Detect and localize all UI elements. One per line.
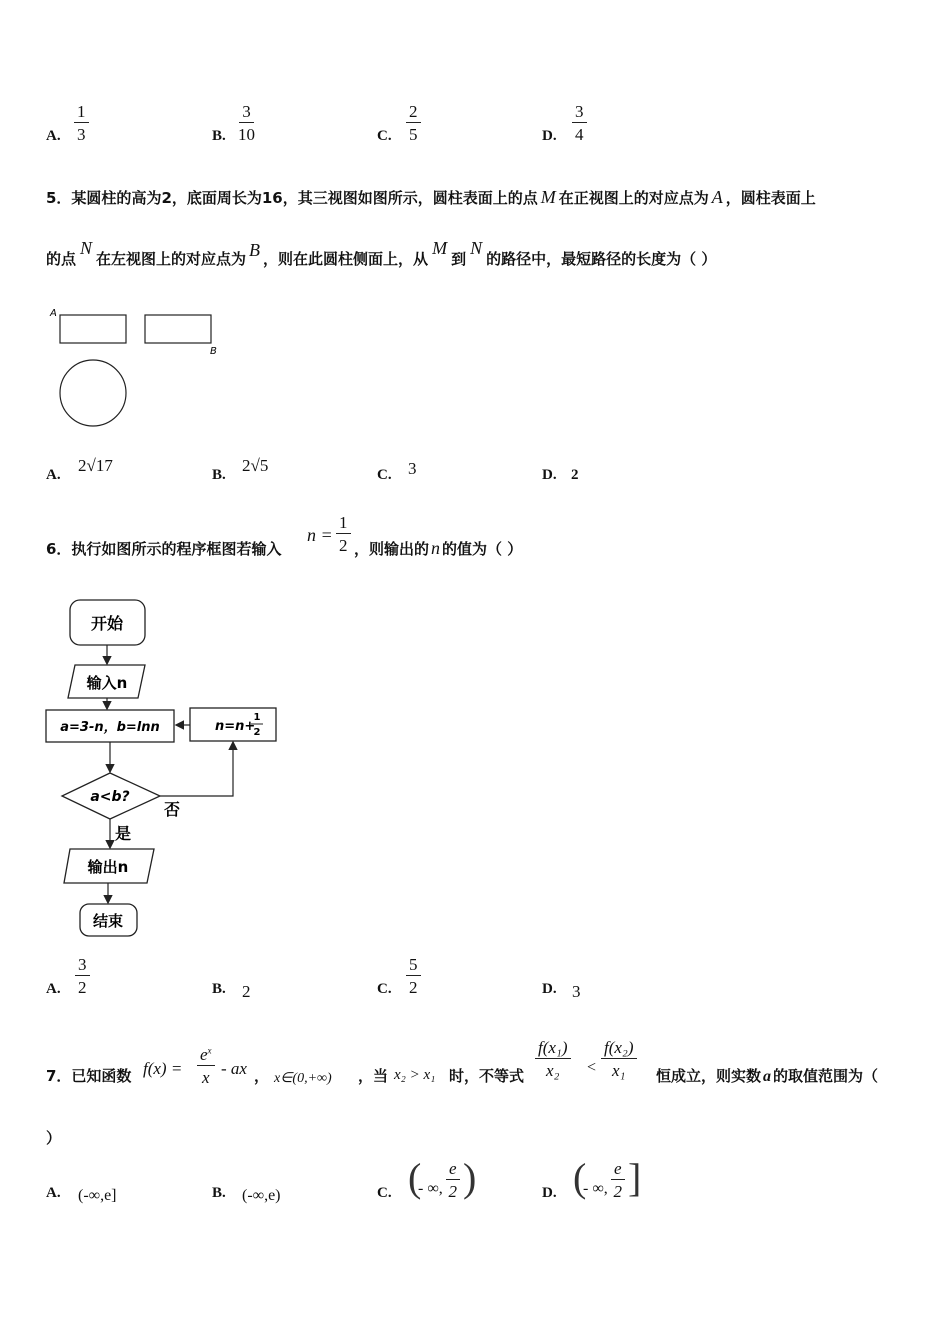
- q7-option-c-right-paren: ): [463, 1155, 477, 1200]
- q7-text-1: 7．已知函数: [46, 1067, 132, 1085]
- q6-option-c-letter: C.: [377, 981, 392, 997]
- q7-option-c-pre: - ∞,: [418, 1180, 443, 1197]
- denominator: 2: [78, 978, 87, 997]
- q6-option-a-letter: A.: [46, 981, 61, 997]
- q5-text-2: 在正视图上的对应点为: [558, 189, 709, 207]
- denominator: 3: [77, 125, 86, 144]
- q5-option-c-value: 3: [408, 459, 417, 478]
- numerator: 3: [75, 956, 90, 976]
- q5-var-a: A: [711, 187, 723, 207]
- q5-option-d-letter: D.: [542, 467, 557, 483]
- q7-comma: ，: [254, 1067, 270, 1085]
- q5-var-m: M: [540, 187, 556, 207]
- q7-domain: x∈(0,+∞): [274, 1071, 332, 1086]
- q7-text-2: ，当: [358, 1067, 389, 1085]
- q6-text-2: ，则输出的: [354, 540, 430, 558]
- q6-option-d-letter: D.: [542, 981, 557, 997]
- q7-condition: x₂ > x₁: [394, 1067, 436, 1083]
- numerator: 1: [336, 514, 351, 534]
- q4-option-b-fraction: [238, 103, 255, 143]
- q5-text-1: 5．某圆柱的高为2，底面周长为16，其三视图如图所示，圆柱表面上的点: [46, 189, 538, 207]
- q5-var-n: N: [80, 238, 93, 258]
- q7-option-c-left-paren: (: [408, 1155, 422, 1200]
- numerator: 3: [572, 103, 587, 123]
- q6-n-equals: n =: [307, 525, 333, 545]
- denominator: 2: [613, 1182, 623, 1201]
- q4-option-b-letter: B.: [212, 128, 226, 144]
- q7-exp-power: x: [207, 1045, 212, 1056]
- q5-line-2: [46, 238, 717, 269]
- numerator: [197, 1046, 215, 1066]
- numerator: 3: [239, 103, 254, 123]
- q5-text-7: 到: [451, 250, 467, 268]
- q6-var-n: n: [431, 538, 441, 558]
- q7-option-d-fraction: [611, 1160, 625, 1200]
- q5-text-5: 在左视图上的对应点为: [96, 250, 247, 268]
- flow-no-label: 否: [164, 800, 181, 819]
- side-view-rect: [145, 315, 211, 343]
- q6-option-d-value: 3: [572, 982, 581, 1001]
- numerator: 1: [74, 103, 89, 123]
- flow-start-text: 开始: [90, 614, 124, 633]
- q7-exp-fraction: [197, 1046, 215, 1086]
- flow-update-den: 2: [253, 727, 261, 738]
- q4-option-c-fraction: [406, 103, 421, 143]
- q5-text-8: 的路径中，最短路径的长度为（ ）: [486, 250, 717, 268]
- q6-option-a-fraction: [75, 956, 90, 996]
- front-view-rect: [60, 315, 126, 343]
- q5-text-6: ，则在此圆柱侧面上，从: [263, 250, 429, 268]
- q5-var-n2: N: [470, 238, 483, 258]
- q6-option-c-fraction: [406, 956, 421, 996]
- q5-var-m2: M: [432, 238, 448, 258]
- q5-option-c-letter: C.: [377, 467, 392, 483]
- q7-option-a-letter: A.: [46, 1185, 61, 1201]
- q7-option-d-letter: D.: [542, 1185, 557, 1201]
- q4-option-c-letter: C.: [377, 128, 392, 144]
- top-view-circle: [60, 360, 126, 426]
- q6-flowchart: [40, 595, 290, 945]
- denominator: 10: [238, 125, 255, 144]
- numerator: f(x₂): [601, 1039, 637, 1059]
- q5-line-1: [46, 187, 816, 208]
- q7-option-c-fraction: [446, 1160, 460, 1200]
- numerator: 5: [406, 956, 421, 976]
- denominator: 2: [448, 1182, 458, 1201]
- flow-update-num: 1: [253, 712, 261, 723]
- q7-option-d-right-bracket: ]: [628, 1155, 642, 1200]
- q5-option-b-value: 2√5: [242, 456, 269, 475]
- q6-input-fraction: [336, 514, 351, 554]
- q7-text-6: ）: [46, 1129, 62, 1147]
- q5-option-a-value: 2√17: [78, 456, 113, 475]
- q5-var-b: B: [249, 240, 261, 260]
- flow-update-text: n=n+: [215, 719, 256, 734]
- q5-option-d-value: 2: [571, 467, 579, 483]
- q4-option-d-fraction: [572, 103, 587, 143]
- q7-text-4: 恒成立，则实数: [656, 1067, 762, 1085]
- denominator: 2: [339, 536, 348, 555]
- q4-option-a-letter: A.: [46, 128, 61, 144]
- q5-option-b-letter: B.: [212, 467, 226, 483]
- q7-option-a-value: (-∞,e]: [78, 1187, 117, 1204]
- denominator: x₂: [546, 1061, 560, 1080]
- q7-text-5: 的取值范围为（: [773, 1067, 879, 1085]
- q6-line-1b: [354, 538, 522, 559]
- q7-less-than: <: [587, 1059, 597, 1076]
- q7-fx: f(x) =: [143, 1059, 183, 1078]
- q7-ineq-right: [601, 1039, 637, 1079]
- point-b-label: B: [210, 346, 217, 357]
- numerator: e: [611, 1160, 625, 1180]
- denominator: x₁: [612, 1061, 626, 1080]
- q7-exp-base: e: [200, 1045, 208, 1064]
- denominator: 2: [409, 978, 418, 997]
- flow-input-text: 输入n: [86, 674, 128, 692]
- q7-line-1-end: [656, 1065, 878, 1086]
- q7-option-d-pre: - ∞,: [583, 1180, 608, 1197]
- q7-ineq-left: [535, 1039, 571, 1079]
- q4-option-a-fraction: [74, 103, 89, 143]
- flow-assign-text: a=3-n，b=lnn: [60, 720, 160, 735]
- flow-yes-label: 是: [115, 824, 132, 843]
- q6-option-b-value: 2: [242, 982, 251, 1001]
- q6-option-b-letter: B.: [212, 981, 226, 997]
- q6-line-1: [46, 538, 281, 559]
- q7-option-d-left-paren: (: [573, 1155, 587, 1200]
- q5-text-4: 的点: [46, 250, 77, 268]
- flow-condition-text: a<b?: [90, 789, 130, 805]
- point-a-label: A: [50, 308, 57, 319]
- q7-text-3: 时，不等式: [449, 1067, 525, 1085]
- denominator: 4: [575, 125, 584, 144]
- numerator: e: [446, 1160, 460, 1180]
- q7-option-b-value: (-∞,e): [242, 1187, 281, 1204]
- q4-option-d-letter: D.: [542, 128, 557, 144]
- denominator: 5: [409, 125, 418, 144]
- flow-output-text: 输出n: [87, 858, 129, 876]
- q5-three-views-figure: [46, 303, 236, 433]
- q7-option-b-letter: B.: [212, 1185, 226, 1201]
- q7-tail: - ax: [221, 1059, 247, 1078]
- numerator: 2: [406, 103, 421, 123]
- q5-text-3: ，圆柱表面上: [725, 189, 816, 207]
- numerator: f(x₁): [535, 1039, 571, 1059]
- q6-text-1: 6．执行如图所示的程序框图若输入: [46, 540, 282, 558]
- q7-var-a: a: [763, 1068, 772, 1085]
- q5-option-a-letter: A.: [46, 467, 61, 483]
- flow-end-text: 结束: [92, 912, 124, 930]
- denominator: x: [202, 1068, 210, 1087]
- q6-text-3: 的值为（ ）: [442, 540, 523, 558]
- q7-option-c-letter: C.: [377, 1185, 392, 1201]
